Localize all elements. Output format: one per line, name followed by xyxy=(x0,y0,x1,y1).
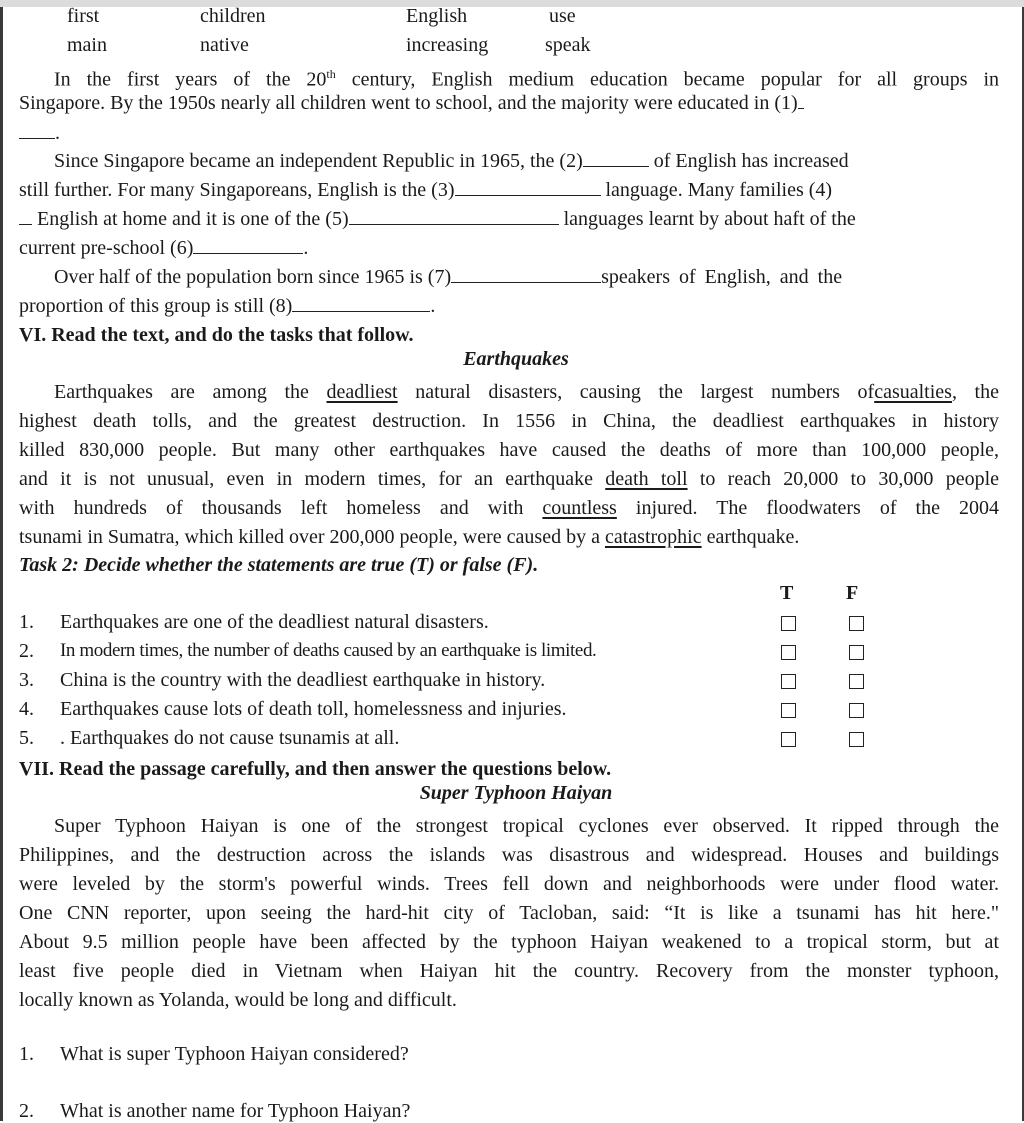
word-bank-item: children xyxy=(200,5,266,27)
passage-text: Earthquakes are among the xyxy=(54,381,327,403)
cloze-line xyxy=(19,205,856,233)
underlined-word: deadliest xyxy=(326,381,398,403)
true-checkbox[interactable] xyxy=(781,616,796,631)
blank-5[interactable] xyxy=(349,206,559,225)
passage-text: to reach 20,000 to 30,000 people xyxy=(687,468,1000,490)
blank-8[interactable] xyxy=(292,293,430,312)
blank-4[interactable] xyxy=(19,206,32,225)
cloze-line xyxy=(54,147,849,175)
blank-7[interactable] xyxy=(451,264,601,283)
passage-line xyxy=(54,378,999,406)
passage-title: Super Typhoon Haiyan xyxy=(419,782,613,804)
false-checkbox[interactable] xyxy=(849,674,864,689)
column-header-true: T xyxy=(780,582,794,604)
passage-text: earthquake. xyxy=(701,526,800,548)
statement-number: 2. xyxy=(19,640,34,662)
passage-line: About 9.5 million people have been affected by the typhoon Haiyan weakened to a tropical storm, but at xyxy=(19,931,999,953)
cloze-line xyxy=(19,234,308,262)
statement-text: Earthquakes cause lots of death toll, homelessness and injuries. xyxy=(60,698,567,720)
cloze-text: English at home and it is one of the (5) xyxy=(32,208,349,230)
statement-number: 1. xyxy=(19,611,34,633)
cloze-text: current pre-school (6) xyxy=(19,237,194,259)
blank-1-cont[interactable] xyxy=(19,120,55,139)
true-checkbox[interactable] xyxy=(781,674,796,689)
word-bank-item: increasing xyxy=(406,34,489,56)
cloze-text: century, English medium education became popular for all groups in xyxy=(335,68,999,91)
false-checkbox[interactable] xyxy=(849,703,864,718)
cloze-text: languages learnt by about haft of the xyxy=(558,208,856,230)
cloze-text: Singapore. By the 1950s nearly all children went to school, and the majority were educated in (1) xyxy=(19,92,798,114)
passage-text: and it is not unusual, even in modern times, for an earthquake xyxy=(19,468,606,490)
word-bank-item: use xyxy=(549,5,576,27)
passage-line: One CNN reporter, upon seeing the hard-hit city of Tacloban, said: “It is like a tsunami has hit here." xyxy=(19,902,999,924)
word-bank-item: English xyxy=(406,5,468,27)
passage-text: natural disasters, causing the largest numbers of xyxy=(397,381,875,403)
top-edge xyxy=(0,0,1024,7)
passage-line: locally known as Yolanda, would be long and difficult. xyxy=(19,989,457,1011)
cloze-text: . xyxy=(55,122,60,144)
passage-line xyxy=(19,436,999,464)
underlined-word: casualties xyxy=(874,381,952,403)
task-instruction: Task 2: Decide whether the statements are true (T) or false (F). xyxy=(19,554,539,576)
statement-text: China is the country with the deadliest earthquake in history. xyxy=(60,669,546,691)
passage-text: , the xyxy=(951,381,999,403)
passage-text: with hundreds of thousands left homeless and with xyxy=(19,497,543,519)
passage-line: least five people died in Vietnam when Haiyan hit the country. Recovery from the monster typhoon, xyxy=(19,960,999,982)
false-checkbox[interactable] xyxy=(849,616,864,631)
cloze-text: In the first years of the 20 xyxy=(54,68,327,91)
question-text: What is super Typhoon Haiyan considered? xyxy=(60,1043,409,1065)
cloze-text: . xyxy=(303,237,309,259)
question-number: 2. xyxy=(19,1100,34,1122)
statement-number: 4. xyxy=(19,698,34,720)
blank-2[interactable] xyxy=(583,148,649,167)
question-number: 1. xyxy=(19,1043,34,1065)
statement-text: Earthquakes are one of the deadliest natural disasters. xyxy=(60,611,489,633)
question-text: What is another name for Typhoon Haiyan? xyxy=(60,1100,411,1122)
word-bank-item: main xyxy=(67,34,107,56)
passage-line: were leveled by the storm's powerful winds. Trees fell down and neighborhoods were under flood water. xyxy=(19,873,999,895)
cloze-text: proportion of this group is still (8) xyxy=(19,295,293,317)
passage-text: highest death tolls, and the greatest destruction. In 1556 in China, the deadliest earthquakes in history xyxy=(19,410,999,432)
cloze-line xyxy=(19,89,804,117)
passage-text: injured. The floodwaters of the 2004 xyxy=(616,497,999,519)
true-checkbox[interactable] xyxy=(781,645,796,660)
blank-3[interactable] xyxy=(455,177,601,196)
cloze-text: speakers of English, and the xyxy=(601,266,843,288)
passage-text: killed 830,000 people. But many other earthquakes have caused the deaths of more than 100,000 people, xyxy=(19,439,999,461)
underlined-word: catastrophic xyxy=(604,526,702,548)
passage-title: Earthquakes xyxy=(463,348,569,370)
cloze-line xyxy=(19,292,435,320)
statement-number: 3. xyxy=(19,669,34,691)
cloze-line xyxy=(19,176,832,204)
statement-text: In modern times, the number of deaths caused by an earthquake is limited. xyxy=(60,640,597,661)
column-header-false: F xyxy=(846,582,859,604)
cloze-text: Over half of the population born since 1965 is (7) xyxy=(54,266,452,288)
underlined-word: death toll xyxy=(605,468,688,490)
cloze-text: still further. For many Singaporeans, English is the (3) xyxy=(19,179,455,201)
cloze-text: Since Singapore became an independent Republic in 1965, the (2) xyxy=(54,150,583,172)
superscript: th xyxy=(326,67,336,81)
word-bank-item: speak xyxy=(545,34,591,56)
false-checkbox[interactable] xyxy=(849,732,864,747)
blank-1[interactable] xyxy=(798,90,804,109)
word-bank-item: native xyxy=(200,34,249,56)
cloze-text: of English has increased xyxy=(648,150,849,172)
passage-line xyxy=(19,494,999,522)
cloze-line xyxy=(19,119,60,147)
cloze-text: . xyxy=(430,295,436,317)
blank-6[interactable] xyxy=(193,235,303,254)
passage-line: Philippines, and the destruction across the islands was disastrous and widespread. Houses and buildings xyxy=(19,844,999,866)
passage-line xyxy=(19,465,999,493)
false-checkbox[interactable] xyxy=(849,645,864,660)
statement-number: 5. xyxy=(19,727,34,749)
word-bank-item: first xyxy=(67,5,100,27)
left-border xyxy=(0,7,3,1121)
passage-line xyxy=(19,523,799,551)
cloze-text: language. Many families (4) xyxy=(600,179,833,201)
statement-text: . Earthquakes do not cause tsunamis at all. xyxy=(60,727,400,749)
true-checkbox[interactable] xyxy=(781,703,796,718)
true-checkbox[interactable] xyxy=(781,732,796,747)
passage-text: tsunami in Sumatra, which killed over 200,000 people, were caused by a xyxy=(19,526,605,548)
cloze-line xyxy=(54,263,842,291)
passage-line: Super Typhoon Haiyan is one of the strongest tropical cyclones ever observed. It ripped through the xyxy=(54,815,999,837)
section-heading: VI. Read the text, and do the tasks that follow. xyxy=(19,324,414,346)
section-heading: VII. Read the passage carefully, and then answer the questions below. xyxy=(19,758,612,780)
underlined-word: countless xyxy=(542,497,617,519)
passage-line xyxy=(19,407,999,435)
